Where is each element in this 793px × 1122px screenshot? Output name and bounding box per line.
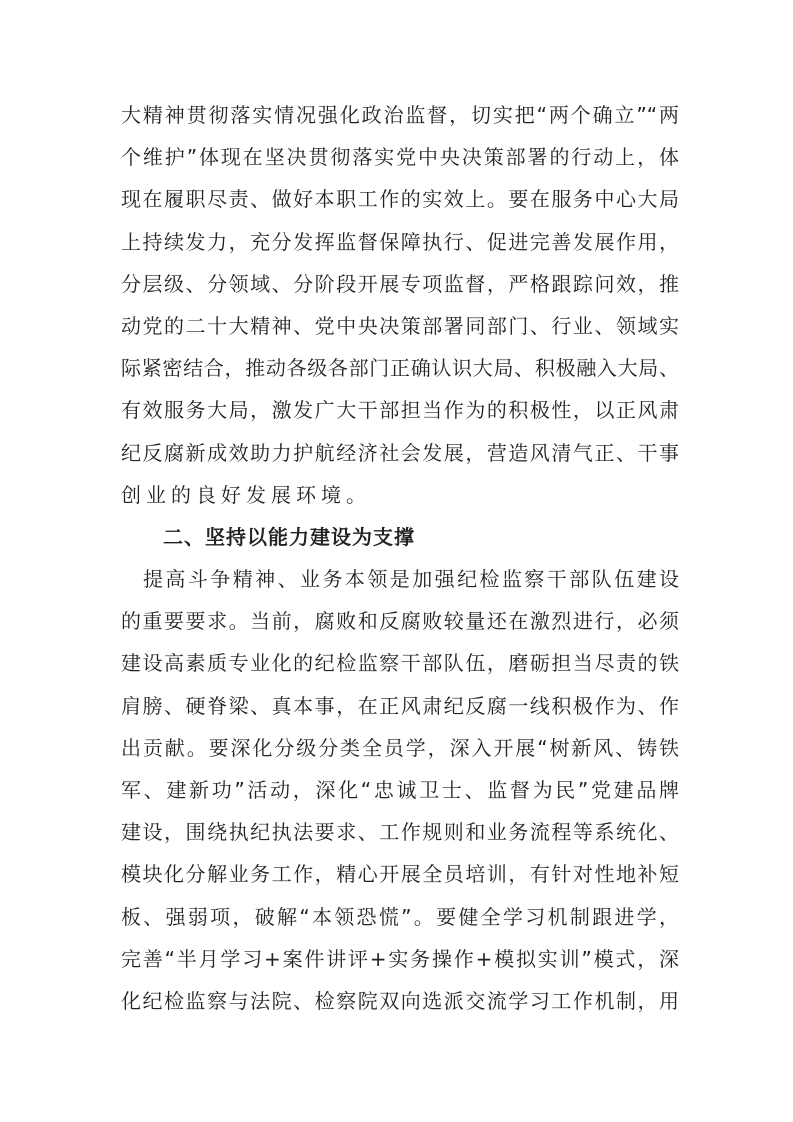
text-line: 分层级、分领域、分阶段开展专项监督，严格跟踪问效，推 xyxy=(121,271,679,296)
text-line: 创业的良好发展环境。 xyxy=(121,482,371,507)
text-line: 建设高素质专业化的纪检监察干部队伍，磨砺担当尽责的铁 xyxy=(121,651,679,676)
text-line: 建设，围绕执纪执法要求、工作规则和业务流程等系统化、 xyxy=(121,820,679,845)
text-line: 模块化分解业务工作，精心开展全员培训，有针对性地补短 xyxy=(121,862,679,887)
text-line: 现在履职尽责、做好本职工作的实效上。要在服务中心大局 xyxy=(121,187,679,212)
text-line: 有效服务大局，激发广大干部担当作为的积极性，以正风肃 xyxy=(121,398,679,423)
document-page xyxy=(121,94,679,1022)
text-line: 军、建新功”活动，深化“忠诚卫士、监督为民”党建品牌 xyxy=(121,778,679,802)
text-line: 提高斗争精神、业务本领是加强纪检监察干部队伍建设 xyxy=(143,567,679,592)
paragraph-2 xyxy=(121,558,679,1022)
text-line: 完善“半月学习+案件讲评+实务操作+模拟实训”模式，深 xyxy=(121,946,679,971)
text-line: 际紧密结合，推动各级各部门正确认识大局、积极融入大局、 xyxy=(121,356,679,381)
text-line: 上持续发力，充分发挥监督保障执行、促进完善发展作用， xyxy=(121,229,679,254)
text-line: 化纪检监察与法院、检察院双向选派交流学习工作机制，用 xyxy=(121,988,679,1013)
text-line: 个维护”体现在坚决贯彻落实党中央决策部署的行动上，体 xyxy=(121,145,679,170)
text-line: 出贡献。要深化分级分类全员学，深入开展“树新风、铸铁 xyxy=(121,735,679,760)
paragraph-1 xyxy=(121,94,679,516)
text-line: 大精神贯彻落实情况强化政治监督，切实把“两个确立”“两 xyxy=(121,103,679,127)
section-heading: 二、坚持以能力建设为支撑 xyxy=(163,524,415,549)
text-line: 板、强弱项，破解“本领恐慌”。要健全学习机制跟进学， xyxy=(121,904,679,929)
text-line: 纪反腐新成效助力护航经济社会发展，营造风清气正、干事 xyxy=(121,440,679,465)
text-line: 的重要要求。当前，腐败和反腐败较量还在激烈进行，必须 xyxy=(121,609,679,634)
text-line: 动党的二十大精神、党中央决策部署同部门、行业、领域实 xyxy=(121,313,679,338)
text-line: 肩膀、硬脊梁、真本事，在正风肃纪反腐一线积极作为、作 xyxy=(121,693,679,718)
